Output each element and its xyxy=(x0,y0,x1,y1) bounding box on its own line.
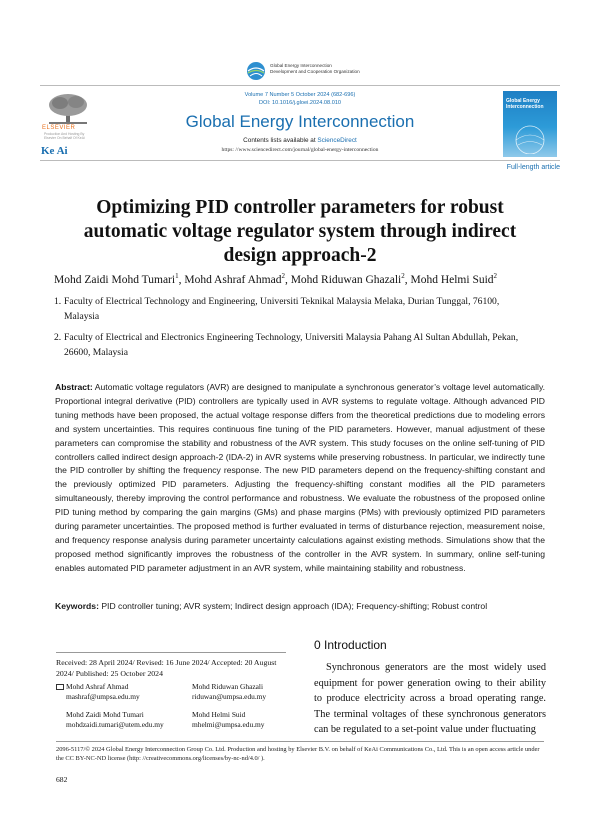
intro-paragraph: Synchronous generators are the most widely used equipment for power generation owing to their ability to produce electricity across a broad operating range. The terminal voltages of these synchronous generators can be regulated to a set-point value under fluctuating xyxy=(314,662,546,736)
affiliation-1: 1. Faculty of Electrical Technology and Engineering, Universiti Teknikal Malaysia Melaka, Durian Tunggal, 76100, Malaysia xyxy=(54,296,500,322)
abstract-body: Automatic voltage regulators (AVR) are designed to manipulate a synchronous generator’s voltage level automatically. Proportional integral derivative (PID) controllers are typically used in AVR systems to regulate voltage. Although advanced PID tuning methods have been proposed, the actual voltage response differs from the theoretical predictions due to modeling errors and system uncertainties. This requires continuous fine tuning of the PID parameters. However, manual adjustment of these parameters can compromise the stability and robustness of the AVR system. This study focuses on the online self-tuning of PID controllers called indirect design approach-2 (IDA-2) in AVR systems while preserving robustness. In particular, we indirectly tune the PID controller by shifting the frequency response. The new PID parameters depend on the frequency-shifting constant and the previously optimized PID parameters. Adjusting the frequency-shifting constant modifies all the PID parameters simultaneously, thereby improving the control performance and robustness. We evaluate the robustness of the proposed online PID tuning method by comparing the gain margins (GMs) and phase margins (PMs) with previously optimized PID parameters during parameter uncertainties. The proposed method is further evaluated in terms of disturbance rejection, measurement noise, and frequency response analysis during parameter uncertainty calculations against existing methods. Simulations show that the proposed method significantly improves the robustness of the controller in the AVR system. In summary, online self-tuning enables automated PID parameter adjustment in an AVR system, while maintaining stability and robustness. xyxy=(55,382,545,573)
cover-title: Global Energy Interconnection xyxy=(506,98,544,110)
geidco-globe-icon xyxy=(246,61,266,81)
journal-url[interactable]: https: //www.sciencedirect.com/journal/global-energy-interconnection xyxy=(221,147,379,153)
author-name: Mohd Riduwan Ghazali xyxy=(290,273,402,286)
contact-email[interactable]: riduwan@umpsa.edu.my xyxy=(192,692,267,701)
contents-line: Contents lists available at ScienceDirect xyxy=(243,137,357,144)
page-number: 682 xyxy=(56,775,68,784)
contact-4: Mohd Helmi Suid mhelmi@umpsa.edu.my xyxy=(192,710,265,729)
footer-rule xyxy=(56,741,544,742)
elsevier-wordmark: ELSEVIER xyxy=(42,125,76,131)
volume-info: Volume 7 Number 5 October 2024 (682-696) DOI: 10.1016/j.gloei.2024.08.010 xyxy=(244,92,356,106)
section-heading: 0 Introduction xyxy=(314,638,387,652)
org-name: Global Energy Interconnection Development and Cooperation Organization xyxy=(270,63,360,74)
author-name: Mohd Ashraf Ahmad xyxy=(184,273,282,286)
mail-icon xyxy=(56,684,64,690)
header-bottom-rule xyxy=(40,160,560,161)
elsevier-hosting-note: Production And Hosting By Elsevier On Behalf Of KeAi xyxy=(44,132,85,140)
contact-email[interactable]: mhelmi@umpsa.edu.my xyxy=(192,720,265,729)
author-name: Mohd Zaidi Mohd Tumari xyxy=(54,273,176,286)
affiliation-2: 2. Faculty of Electrical and Electronics Engineering Technology, Universiti Malaysia Pahang Al Sultan Abdullah, Pekan, 26600, Malaysia xyxy=(54,332,519,358)
publication-dates: Received: 28 April 2024/ Revised: 16 June 2024/ Accepted: 20 August 2024/ Published: 25 October 2024 xyxy=(56,658,277,678)
contact-email[interactable]: mashraf@umpsa.edu.my xyxy=(66,692,140,701)
journal-title: Global Energy Interconnection xyxy=(185,112,415,131)
cover-globe-graphic xyxy=(506,118,554,154)
abstract xyxy=(55,381,545,576)
keywords-label: Keywords: xyxy=(55,601,99,611)
copyright-footer: 2096-5117/© 2024 Global Energy Interconnection Group Co. Ltd. Production and hosting by Elsevier B.V. on behalf of KeAi Communications Co., Ltd. This is an open access article under the CC BY-NC-ND license (http: //creativecommons.org/licenses/by-nc-nd/4.0/ ). xyxy=(56,746,540,763)
contact-1: Mohd Ashraf Ahmad mashraf@umpsa.edu.my xyxy=(66,682,140,701)
author-name: Mohd Helmi Suid xyxy=(410,273,494,286)
dates-rule xyxy=(56,652,286,653)
paper-title: Optimizing PID controller parameters for robust automatic voltage regulator system through indirect design approach-2 xyxy=(83,197,517,266)
article-type: Full-length article xyxy=(506,164,560,171)
contact-2: Mohd Riduwan Ghazali riduwan@umpsa.edu.my xyxy=(192,682,267,701)
sciencedirect-link[interactable]: ScienceDirect xyxy=(317,137,357,144)
contact-3: Mohd Zaidi Mohd Tumari mohdzaidi.tumari@utem.edu.my xyxy=(66,710,164,729)
keywords: Keywords: PID controller tuning; AVR system; Indirect design approach (IDA); Frequency-shifting; Robust control xyxy=(55,601,488,611)
contact-email[interactable]: mohdzaidi.tumari@utem.edu.my xyxy=(66,720,164,729)
keai-logo: Ke Ai xyxy=(41,145,68,157)
elsevier-tree-logo xyxy=(46,92,90,126)
author-list: Mohd Zaidi Mohd Tumari$^1$, Mohd Ashraf Ahmad$^2$, Mohd Riduwan Ghazali$^2$, Mohd Helmi Suid$^2$ xyxy=(54,272,498,286)
abstract-label: Abstract: xyxy=(55,382,93,392)
header-top-rule xyxy=(40,85,560,86)
